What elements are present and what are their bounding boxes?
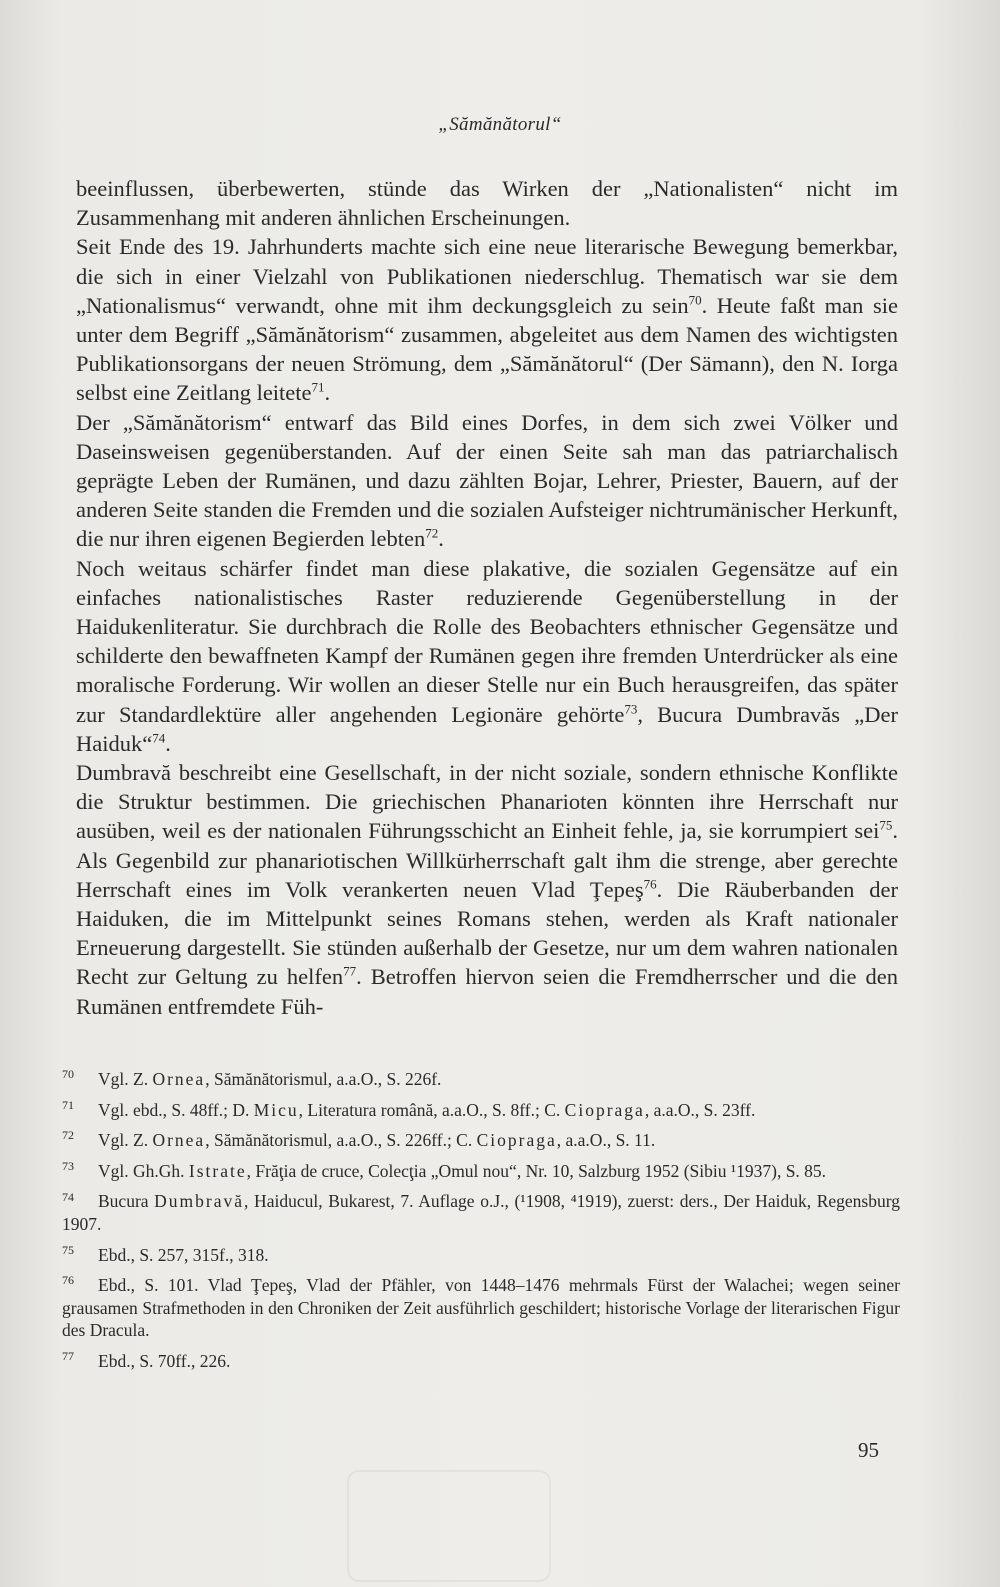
text-run: Vgl. Z. — [98, 1069, 153, 1089]
text-run: , Frăţia de cruce, Colecţia „Omul nou“, Nr. 10, Salzburg 1952 (Sibiu ¹1937), S. 85. — [246, 1160, 827, 1181]
text-run: . — [438, 526, 444, 552]
footnote: 73 Vgl. Gh.Gh. Istrate, Frăţia de cruce, Colecţia „Omul nou“, Nr. 10, Salzburg 1952 (Sibiu ¹1937), S. 85. — [62, 1158, 827, 1181]
text-run: . Betroffen hiervon seien die Fremdherrscher und die den Rumänen entfremdete Füh- — [76, 964, 898, 1019]
paragraph — [76, 758, 898, 1021]
text-run: Bucura — [98, 1191, 155, 1212]
text-run: Seit Ende des 19. Jahrhunderts machte sich eine neue literarische Bewegung bemerkbar, die sich in einer Vielzahl von Publikationen niederschlug. Thematisch war sie dem „Nationalismus“ verwandt, ohne mit ihm deckungsgleich zu sein — [76, 234, 898, 318]
library-stamp — [347, 1470, 551, 1582]
text-run: Vgl. ebd., S. 48ff.; D. — [98, 1099, 254, 1120]
running-header: „Sămănătorul“ — [438, 114, 562, 135]
text-run: , Bucura Dumbravăs „Der Haiduk“ — [76, 701, 898, 756]
author-name: Ciopraga — [564, 1099, 645, 1120]
text-run: , a.a.O., S. 23ff. — [644, 1099, 756, 1120]
footnote: 70 Vgl. Z. Ornea, Sămănătorismul, a.a.O., S. 226f. — [62, 1067, 442, 1089]
text-run: , Sămănătorismul, a.a.O., S. 226ff.; C. — [205, 1130, 477, 1151]
paragraph — [76, 408, 898, 554]
text-run: Ebd., S. 101. Vlad Ţepeş, Vlad der Pfähler, von 1448–1476 mehrmals Fürst der Walachei; wegen seiner grausamen Strafmethoden in den Chroniken der Zeit ausführlich geschildert; historische Vorlage der literarischen Figur des Dracula. — [62, 1275, 900, 1341]
footnote-ref: 75 — [879, 817, 893, 833]
paragraph — [76, 174, 898, 232]
footnote-ref: 72 — [425, 525, 439, 541]
text-run: beeinflussen, überbewerten, stünde das Wirken der „Nationalisten“ nicht im Zusammenhang mit anderen ähnlichen Erscheinungen. — [76, 176, 898, 231]
footnote-ref: 74 — [152, 730, 166, 746]
footnote-ref: 70 — [688, 292, 702, 308]
text-run: Vgl. Z. — [98, 1130, 153, 1151]
footnote: 72 Vgl. Z. Ornea, Sămănătorismul, a.a.O., S. 226ff.; C. Ciopraga, a.a.O., S. 11. — [62, 1128, 656, 1151]
text-run: , Haiducul, Bukarest, 7. Auflage o.J., (¹1908, ⁴1919), zuerst: ders., Der Haiduk, Regensburg 1907. — [62, 1191, 900, 1234]
footnote: 71 Vgl. ebd., S. 48ff.; D. Micu, Literatura română, a.a.O., S. 8ff.; C. Ciopraga, a.a.O., S. 23ff. — [62, 1097, 756, 1120]
text-run: Ebd., S. 257, 315f., 318. — [98, 1244, 269, 1265]
author-name: Dumbravă — [154, 1191, 245, 1212]
paragraph — [76, 232, 898, 407]
footnote-ref: 76 — [643, 876, 657, 892]
footnotes — [62, 1068, 900, 1381]
author-name: Ciopraga — [476, 1130, 557, 1151]
text-run: . Die Räuberbanden der Haiduken, die im Mittelpunkt seines Romans stehen, werden als Kraft nationaler Erneuerung dargestellt. Sie stünden außerhalb der Gesetze, nur um dem wahren nationalen Recht zur Geltung zu helfen — [76, 876, 898, 990]
text-run: , Literatura română, a.a.O., S. 8ff.; C. — [298, 1099, 565, 1120]
footnote: 77 Ebd., S. 70ff., 226. — [62, 1349, 231, 1371]
text-run: , a.a.O., S. 11. — [556, 1130, 656, 1151]
footnote-ref: 71 — [311, 379, 325, 395]
text-run: , Sămănătorismul, a.a.O., S. 226f. — [205, 1069, 442, 1089]
text-run: . Als Gegenbild zur phanariotischen Willkürherrschaft galt ihm die strenge, aber gerechte Herrschaft eines im Volk verankerten neuen Vlad Ţepeş — [76, 818, 898, 902]
body-text — [76, 174, 898, 1021]
text-run: Der „Sămănătorism“ entwarf das Bild eines Dorfes, in dem sich zwei Völker und Daseinsweisen gegenüberstanden. Auf der einen Seite sah man das patriarchalisch geprägte Leben der Rumänen, und dazu zählten Bojar, Lehrer, Priester, Bauern, auf der anderen Seite standen die Fremden und die sozialen Aufsteiger nichtrumänischer Herkunft, die nur ihren eigenen Begierden lebten — [76, 409, 898, 552]
text-run: . — [324, 380, 331, 406]
text-run: . Heute faßt man sie unter dem Begriff „Sămănătorism“ zusammen, abgeleitet aus dem Namen des wichtigsten Publikationsorgans der neuen Strömung, dem „Sămănătorul“ (Der Sämann), den N. Iorga selbst eine Zeitlang leitete — [76, 292, 899, 406]
footnote-ref: 73 — [624, 701, 638, 717]
footnote: 75 Ebd., S. 257, 315f., 318. — [62, 1242, 269, 1265]
author-name: Ornea — [152, 1069, 206, 1089]
author-name: Micu — [253, 1099, 299, 1120]
author-name: Istrate — [188, 1160, 247, 1181]
footnote: 76 Ebd., S. 101. Vlad Ţepeş, Vlad der Pfähler, von 1448–1476 mehrmals Fürst der Walachei; wegen seiner grausamen Strafmethoden in den Chroniken der Zeit ausführlich geschildert; historische Vorlage der literarischen Figur des Dracula. — [62, 1273, 900, 1341]
text-run: Ebd., S. 70ff., 226. — [98, 1350, 231, 1371]
footnote: 74 Bucura Dumbravă, Haiducul, Bukarest, 7. Auflage o.J., (¹1908, ⁴1919), zuerst: ders., Der Haiduk, Regensburg 1907. — [62, 1189, 900, 1234]
text-run: Vgl. Gh.Gh. — [98, 1160, 189, 1181]
footnote-ref: 77 — [343, 963, 357, 979]
text-run: . — [165, 730, 171, 756]
paragraph — [76, 554, 898, 758]
page-number: 95 — [858, 1438, 879, 1462]
author-name: Ornea — [152, 1130, 206, 1151]
text-run: Dumbravă beschreibt eine Gesellschaft, in der nicht soziale, sondern ethnische Konflikte die Struktur bestimmen. Die griechischen Phanarioten könnten ihre Herrschaft nur ausüben, weil es der nationalen Führungsschicht an Einheit fehle, ja, sie korrumpiert sei — [76, 760, 898, 844]
text-run: Noch weitaus schärfer findet man diese plakative, die sozialen Gegensätze auf ein einfaches nationalistisches Raster reduzierende Gegenüberstellung in der Haidukenliteratur. Sie durchbrach die Rolle des Beobachters ethnischer Gegensätze und schilderte den bewaffneten Kampf der Rumänen gegen ihre fremden Unterdrücker als eine moralische Forderung. Wir wollen an dieser Stelle nur ein Buch herausgreifen, das später zur Standardlektüre aller angehenden Legionäre gehörte — [76, 555, 898, 727]
